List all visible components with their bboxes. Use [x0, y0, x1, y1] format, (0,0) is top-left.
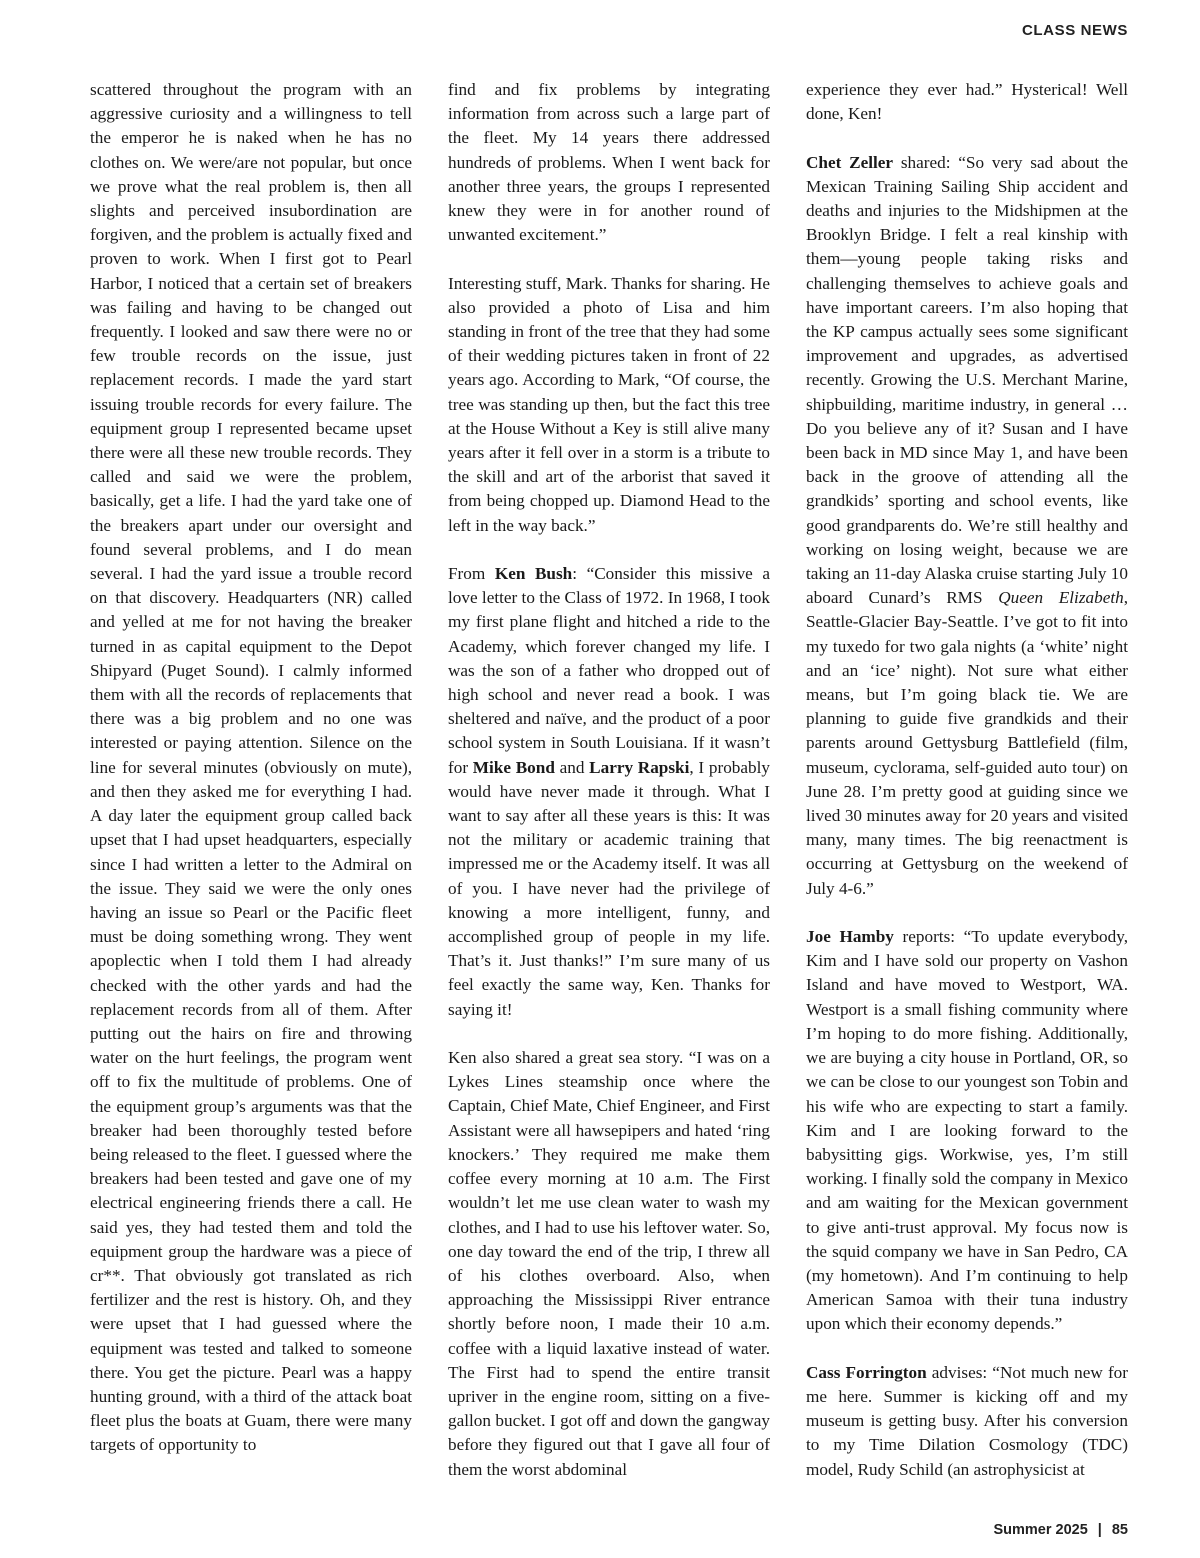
person-name: Mike Bond	[472, 757, 555, 777]
text-run: , Seattle-Glacier Bay-Seattle. I’ve got to fit into my tuxedo for two gala nights (a ‘white’ night and an ‘ice’ night). Not sure what either means, but I’m going black tie. We are planning to guide five grandkids and their parents around Gettysburg Battlefield (film, museum, cyclorama, self-guided auto tour) on June 28. I’m pretty good at guiding since we lived 30 minutes away for 20 years and visited many, many times. The big reenactment is occurring at Gettysburg on the weekend of July 4-6.”	[806, 588, 1128, 898]
paragraph	[806, 151, 1128, 901]
text-run: From	[448, 564, 495, 584]
paragraph	[806, 78, 1128, 126]
page-number: 85	[1111, 1522, 1128, 1538]
text-run: find and fix problems by integrating information from across such a large part of the fleet. My 14 years there addressed hundreds of problems. When I went back for another three years, the groups I represented knew they were in for another round of unwanted excitement.”	[448, 80, 770, 245]
text-run: : “Consider this missive a love letter to the Class of 1972. In 1968, I took my first plane flight and hitched a ride to the Academy, which forever changed my life. I was the son of a father who dropped out of high school and never read a book. I was sheltered and naïve, and the product of a poor school system in South Louisiana. If it wasn’t for	[448, 564, 770, 777]
paragraph	[90, 78, 412, 1458]
text-run: experience they ever had.” Hysterical! Well done, Ken!	[806, 80, 1128, 124]
column-1	[90, 78, 412, 1482]
text-run: shared: “So very sad about the Mexican Training Sailing Ship accident and deaths and injuries to the Midshipmen at the Brooklyn Bridge. I felt a real kinship with them—young people taking risks and challenging themselves to achieve goals and have important careers. I’m also hoping that the KP campus actually sees some significant improvement and upgrades, as advertised recently. Growing the U.S. Merchant Marine, shipbuilding, maritime industry, in general … Do you believe any of it? Susan and I have been back in MD since May 1, and have been back in the groove of attending all the grandkids’ sporting and school events, like good grandparents do. We’re still healthy and working on losing weight, because we are taking an 11-day Alaska cruise starting July 10 aboard Cunard’s RMS	[806, 152, 1128, 608]
person-name: Larry Rapski	[589, 757, 690, 777]
text-run: and	[554, 757, 590, 777]
paragraph	[448, 78, 770, 247]
column-2	[448, 78, 770, 1482]
paragraph	[806, 1361, 1128, 1482]
person-name: Chet Zeller	[806, 152, 894, 172]
text-run: scattered throughout the program with an aggressive curiosity and a willingness to tell the emperor he is naked when he has no clothes on. We were/are not popular, but once we prove what the real problem is, then all slights and perceived insubordination are forgiven, and the problem is actually fixed and proven to work. When I first got to Pearl Harbor, I noticed that a certain set of breakers was failing and having to be changed out frequently. I looked and saw there were no or few trouble records on the issue, just replacement records. I made the yard start issuing trouble records for every failure. The equipment group I represented became upset there were all these new trouble records. They called and said we were the problem, basically, get a life. I had the yard take one of the breakers apart under our oversight and found several problems, and I do mean several. I had the yard issue a trouble record on that discovery. Headquarters (NR) called and yelled at me for not having the breaker turned in as capital equipment to the Depot Shipyard (Puget Sound). I calmly informed them with all the records of replacements that there was a big problem and no one was interested or paying attention. Silence on the line for several minutes (obviously on mute), and then they asked me for everything I had. A day later the equipment group called back upset that I had upset headquarters, especially since I had written a letter to the Admiral on the issue. They said we were the only ones having an issue so Pearl or the Pacific fleet must be doing something wrong. They went apoplectic when I told them I had already checked with the other yards and had the replacement records from all of them. After putting out the hairs on fire and throwing water on the hurt feelings, the program went off to fix the multitude of problems. One of the equipment group’s arguments was that the breaker had been thoroughly tested before being released to the fleet. I guessed where the breakers had been tested and gave one of my electrical engineering friends there a call. He said yes, they had tested them and told the equipment group the hardware was a piece of cr**. That obviously got translated as rich fertilizer and the rest is history. Oh, and they were upset that I had guessed where the equipment was tested and talked to someone there. You get the picture. Pearl was a happy hunting ground, with a third of the attack boat fleet plus the boats at Guam, there were many targets of opportunity to	[90, 80, 412, 1455]
footer-separator: |	[1097, 1522, 1102, 1538]
page-footer	[993, 1522, 1128, 1538]
text-run: Interesting stuff, Mark. Thanks for sharing. He also provided a photo of Lisa and him standing in front of the tree that they had some of their wedding pictures taken in front of 22 years ago. According to Mark, “Of course, the tree was standing up then, but the fact this tree at the House Without a Key is still alive many years after it fell over in a storm is a tribute to the skill and art of the arborist that saved it from being chopped up. Diamond Head to the left in the way back.”	[448, 273, 770, 535]
person-name: Cass Forrington	[806, 1362, 927, 1382]
text-run: Ken also shared a great sea story. “I was on a Lykes Lines steamship once where the Captain, Chief Mate, Chief Engineer, and First Assistant were all hawsepipers and hated ‘ring knockers.’ They required me make them coffee every morning at 10 a.m. The First wouldn’t let me use clean water to wash my clothes, and I had to use his leftover water. So, one day toward the end of the trip, I threw all of his clothes overboard. Also, when approaching the Mississippi River entrance shortly before noon, I made their 10 a.m. coffee with a liquid laxative instead of water. The First had to spend the entire transit upriver in the engine room, sitting on a five-gallon bucket. I got off and down the gangway before they figured out that I gave all four of them the worst abdominal	[448, 1048, 770, 1479]
person-name: Ken Bush	[494, 564, 573, 584]
paragraph	[448, 562, 770, 1022]
paragraph	[448, 1046, 770, 1482]
person-name: Joe Hamby	[806, 927, 894, 947]
issue-label: Summer 2025	[993, 1522, 1088, 1538]
article-columns	[90, 78, 1128, 1482]
text-run: , I probably would have never made it through. What I want to say after all these years is this: It was not the military or academic training that impressed me or the Academy itself. It was all of you. I have never had the privilege of knowing a more intelligent, funny, and accomplished group of people in my life. That’s it. Just thanks!” I’m sure many of us feel exactly the same way, Ken. Thanks for saying it!	[448, 757, 770, 1019]
text-run: reports: “To update everybody, Kim and I have sold our property on Vashon Island and have moved to Westport, WA. Westport is a small fishing community where I’m hoping to do more fishing. Additionally, we are buying a city house in Portland, OR, so we can be close to our youngest son Tobin and his wife who are expecting to start a family. Kim and I are looking forward to the babysitting gigs. Workwise, yes, I’m still working. I finally sold the company in Mexico and am waiting for the Mexican government to give anti-trust approval. My focus now is the squid company we have in San Pedro, CA (my hometown). And I’m continuing to help American Samoa with their tuna industry upon which their economy depends.”	[806, 927, 1129, 1334]
paragraph	[806, 925, 1128, 1336]
text-run: advises: “Not much new for me here. Summer is kicking off and my museum is getting busy. After his conversion to my Time Dilation Cosmology (TDC) model, Rudy Schild (an astrophysicist at	[806, 1362, 1128, 1479]
section-label: CLASS NEWS	[1021, 22, 1128, 39]
emphasis-text: Queen Elizabeth	[998, 588, 1124, 608]
paragraph	[448, 272, 770, 538]
column-3	[806, 78, 1128, 1482]
